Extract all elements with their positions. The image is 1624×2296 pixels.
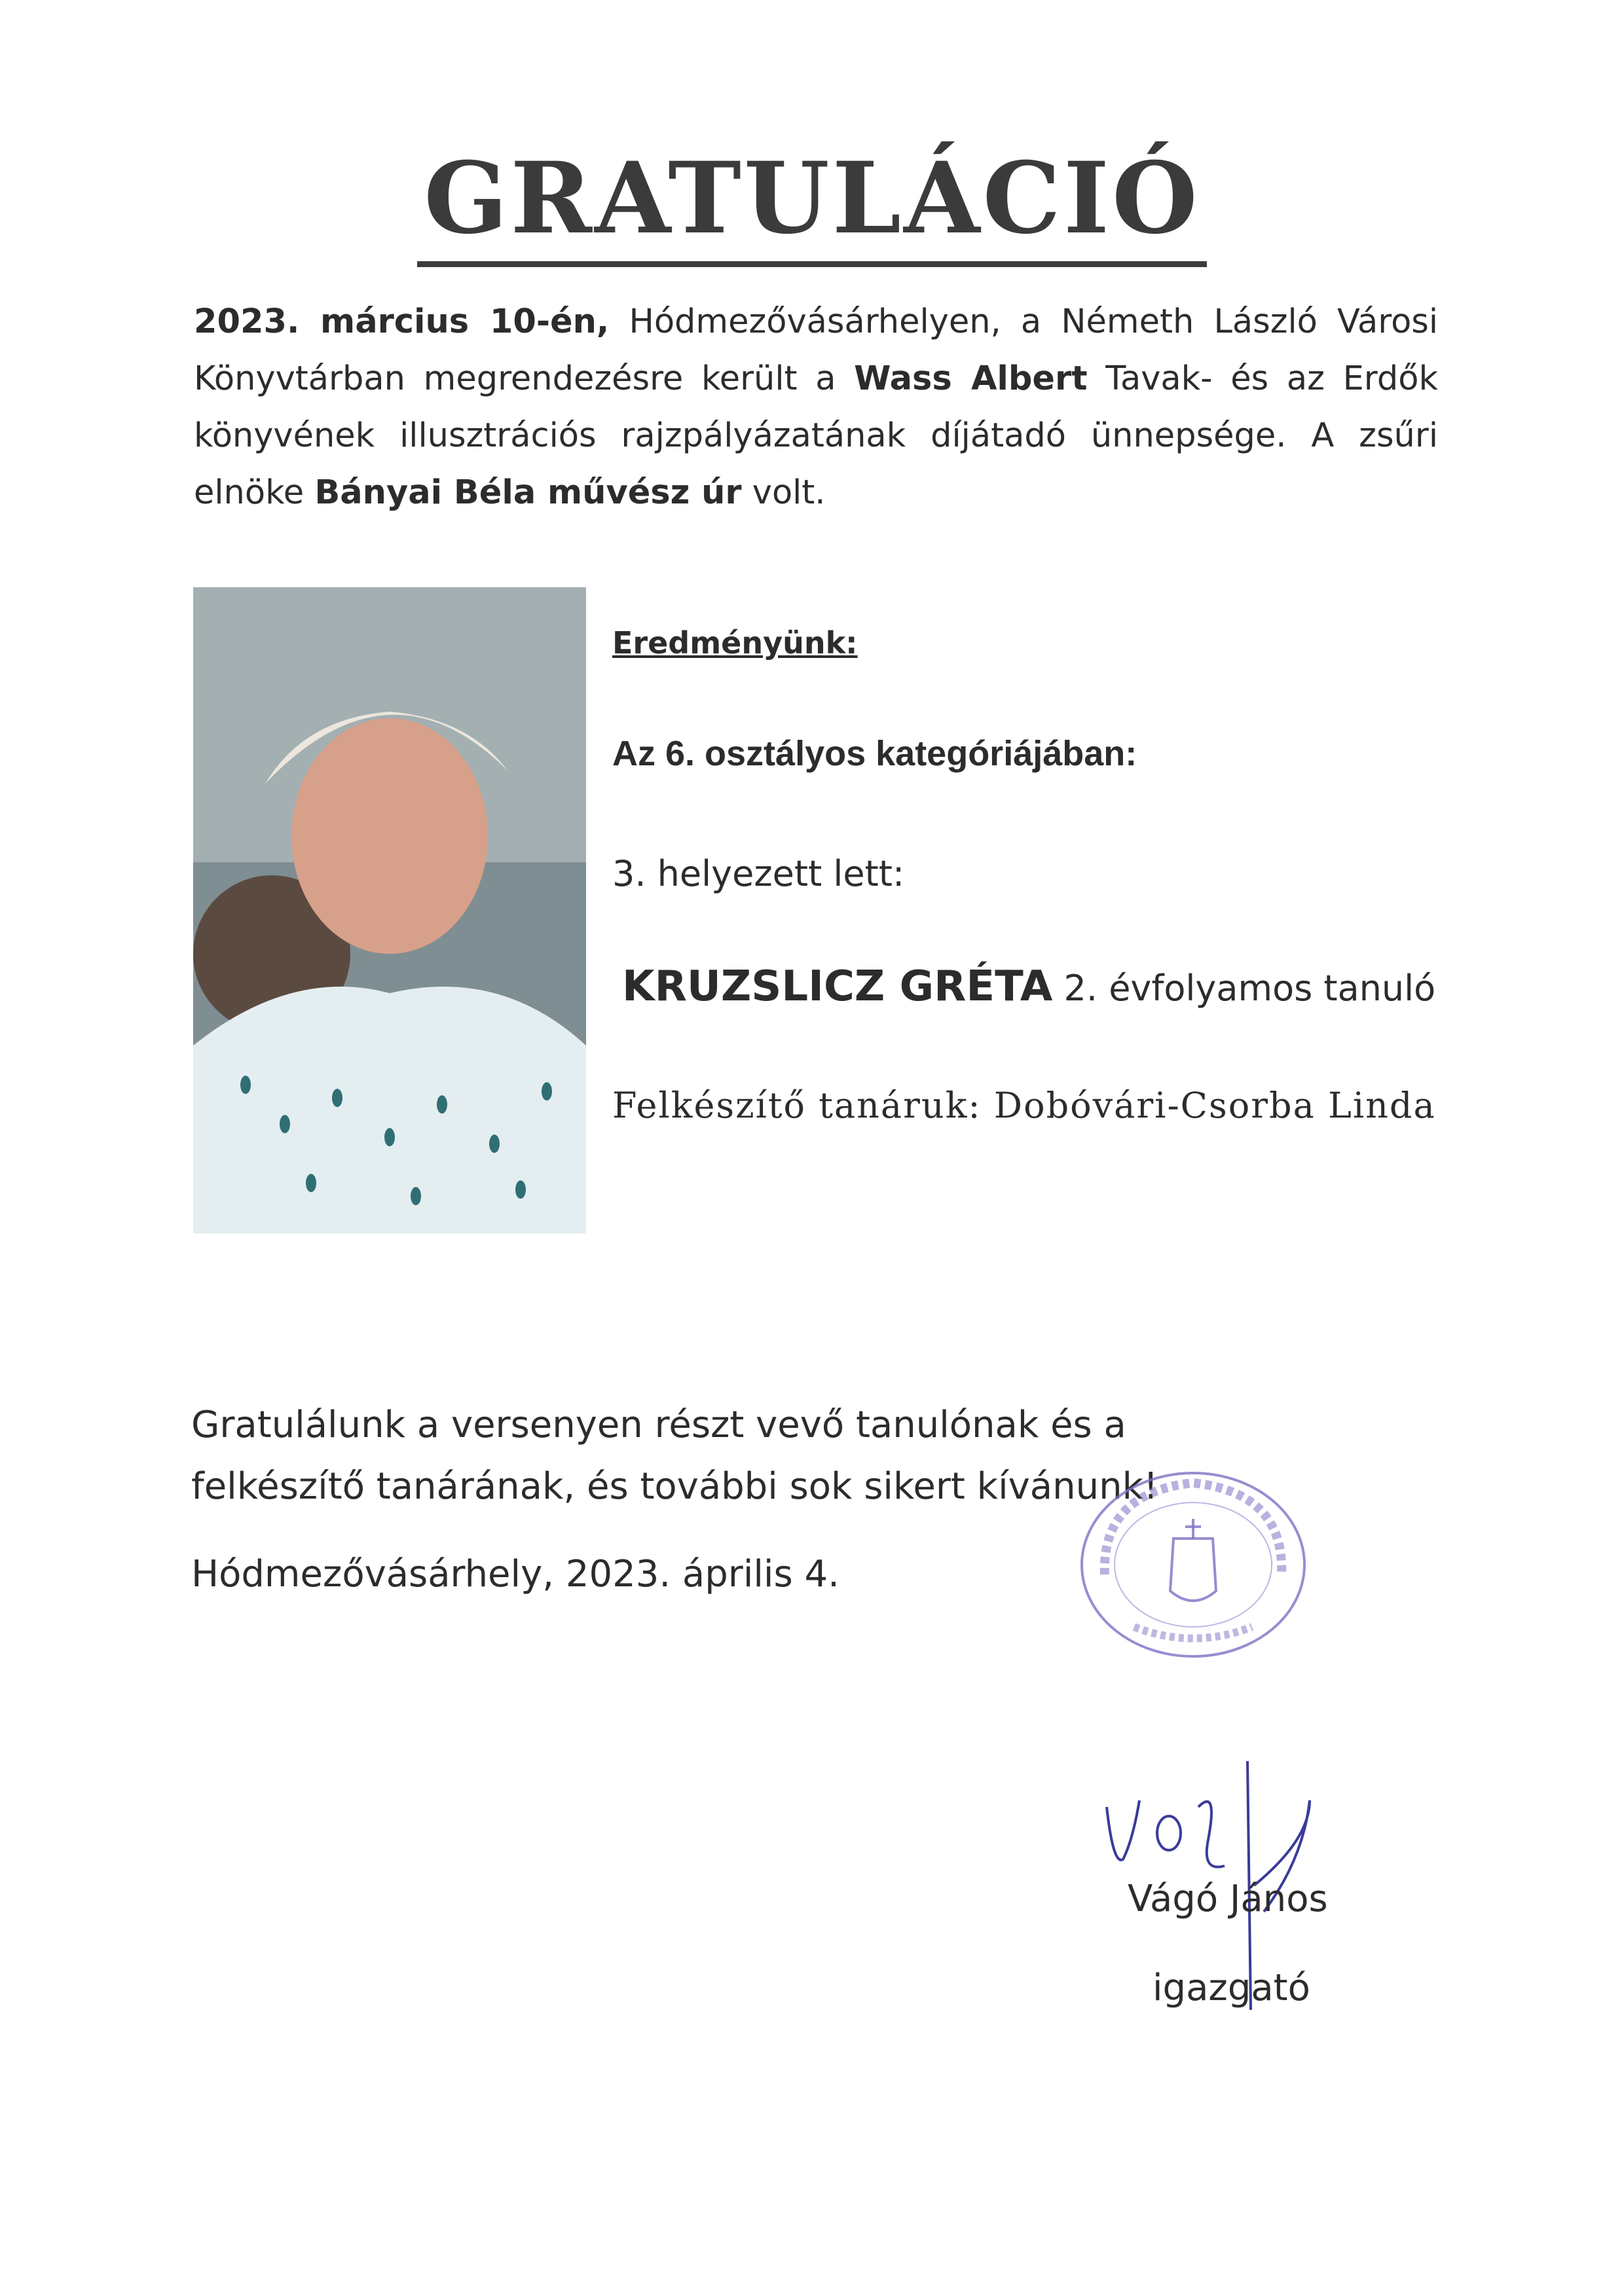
result-heading: Eredményünk: <box>612 625 858 661</box>
document-title: GRATULÁCIÓ <box>0 141 1624 256</box>
jury-chair: Bányai Béla művész úr <box>314 473 742 512</box>
author-name: Wass Albert <box>854 359 1088 398</box>
place-and-date: Hódmezővásárhely, 2023. április 4. <box>191 1553 840 1595</box>
category-label: Az 6. osztályos kategóriájában: <box>612 734 1137 773</box>
student-photo-illustration <box>193 587 586 1233</box>
intro-paragraph: 2023. március 10-én, Hódmezővásárhelyen, a Németh László Városi Könyvtárban megrendezésre került a Wass Albert Tavak- és az Erdők könyvének illusztrációs rajzpályázatának díjátadó ünnepsége. A zsűri elnöke Bányai Béla művész úr volt. <box>194 302 1439 512</box>
student-grade: 2. évfolyamos tanuló <box>1052 968 1436 1009</box>
signer-name: Vágó János <box>1128 1878 1328 1920</box>
student-photo <box>193 587 586 1233</box>
student-line <box>622 962 1435 1011</box>
student-name: KRUZSLICZ GRÉTA <box>622 962 1053 1011</box>
school-stamp-seal <box>1075 1467 1311 1663</box>
signer-role: igazgató <box>1153 1967 1310 2009</box>
teacher-line: Felkészítő tanáruk: Dobóvári-Csorba Linda <box>612 1085 1436 1126</box>
event-date: 2023. március 10-én, <box>194 302 610 341</box>
school-stamp <box>1075 1467 1311 1663</box>
congratulation-text: Gratulálunk a versenyen részt vevő tanulónak és a felkészítő tanárának, és további sok sikert kívánunk! <box>191 1404 1158 1508</box>
placement-label: 3. helyezett lett: <box>612 853 905 894</box>
